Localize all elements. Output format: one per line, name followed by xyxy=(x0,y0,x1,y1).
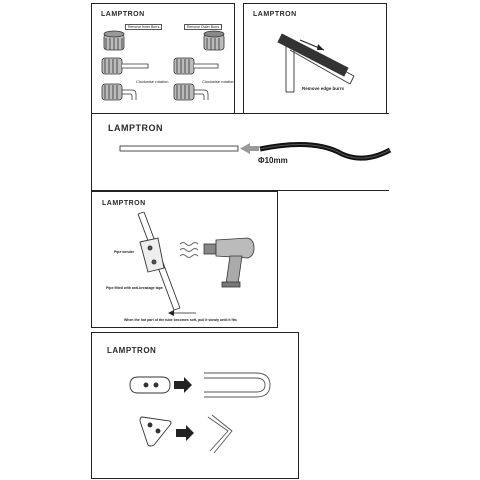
arrow-right-icon xyxy=(176,425,194,441)
edge-burr-illustration xyxy=(244,4,388,117)
brand-logo: LAMPTRON xyxy=(102,200,146,207)
caption-clockwise-right: Clockwise rotation xyxy=(202,79,235,84)
panel-heat-bending xyxy=(91,191,278,328)
u-bender-icon xyxy=(130,377,170,393)
arrow-left-icon xyxy=(240,143,250,154)
brand-logo: LAMPTRON xyxy=(253,11,297,18)
caption-pull-slowly: When the hot part of the tube becomes soft, pull it slowly until it fits xyxy=(124,318,237,322)
caption-clockwise-left: Clockwise rotation xyxy=(136,79,169,84)
straight-tube xyxy=(120,146,238,151)
tab-remove-inner-burrs: Remove Inner Burrs xyxy=(125,24,162,30)
panel-tube-diameter xyxy=(91,113,389,191)
heat-waves-icon xyxy=(180,243,198,258)
deburr-tool-icon xyxy=(102,58,148,74)
pipe-bender xyxy=(140,238,164,272)
v-tube xyxy=(208,415,232,453)
label-pipe-bender: Pipe bender xyxy=(114,250,135,254)
label-anti-breakage-tape: Pipe fitted with anti-breakage tape xyxy=(106,286,163,290)
deburring-illustration xyxy=(92,4,236,117)
pull-arrow-icon xyxy=(168,310,174,316)
u-tube xyxy=(204,373,270,397)
deburr-tool-icon xyxy=(174,84,208,100)
tube-diameter-label: Φ10mm xyxy=(258,156,288,165)
deburr-tool-icon xyxy=(174,58,218,74)
arrow-right-icon xyxy=(174,377,192,393)
v-bender-icon xyxy=(140,417,171,446)
deburr-tool-icon xyxy=(204,31,224,50)
brand-logo: LAMPTRON xyxy=(108,123,163,133)
brand-logo: LAMPTRON xyxy=(107,346,157,355)
brand-logo: LAMPTRON xyxy=(101,11,145,18)
heat-bending-illustration xyxy=(92,192,279,329)
panel-bend-results xyxy=(91,332,299,479)
deburr-tool-icon xyxy=(104,31,124,50)
deburr-tool-icon xyxy=(102,84,136,100)
panel-edge-burrs xyxy=(243,3,387,116)
heat-gun-icon xyxy=(204,238,254,287)
tube-illustration xyxy=(92,114,390,192)
panel-deburring xyxy=(91,3,235,116)
bend-results-illustration xyxy=(92,333,300,480)
caption-remove-edge-burrs: Remove edge burrs xyxy=(302,86,345,91)
tab-remove-outer-burrs: Remove Outer Burrs xyxy=(184,24,222,30)
